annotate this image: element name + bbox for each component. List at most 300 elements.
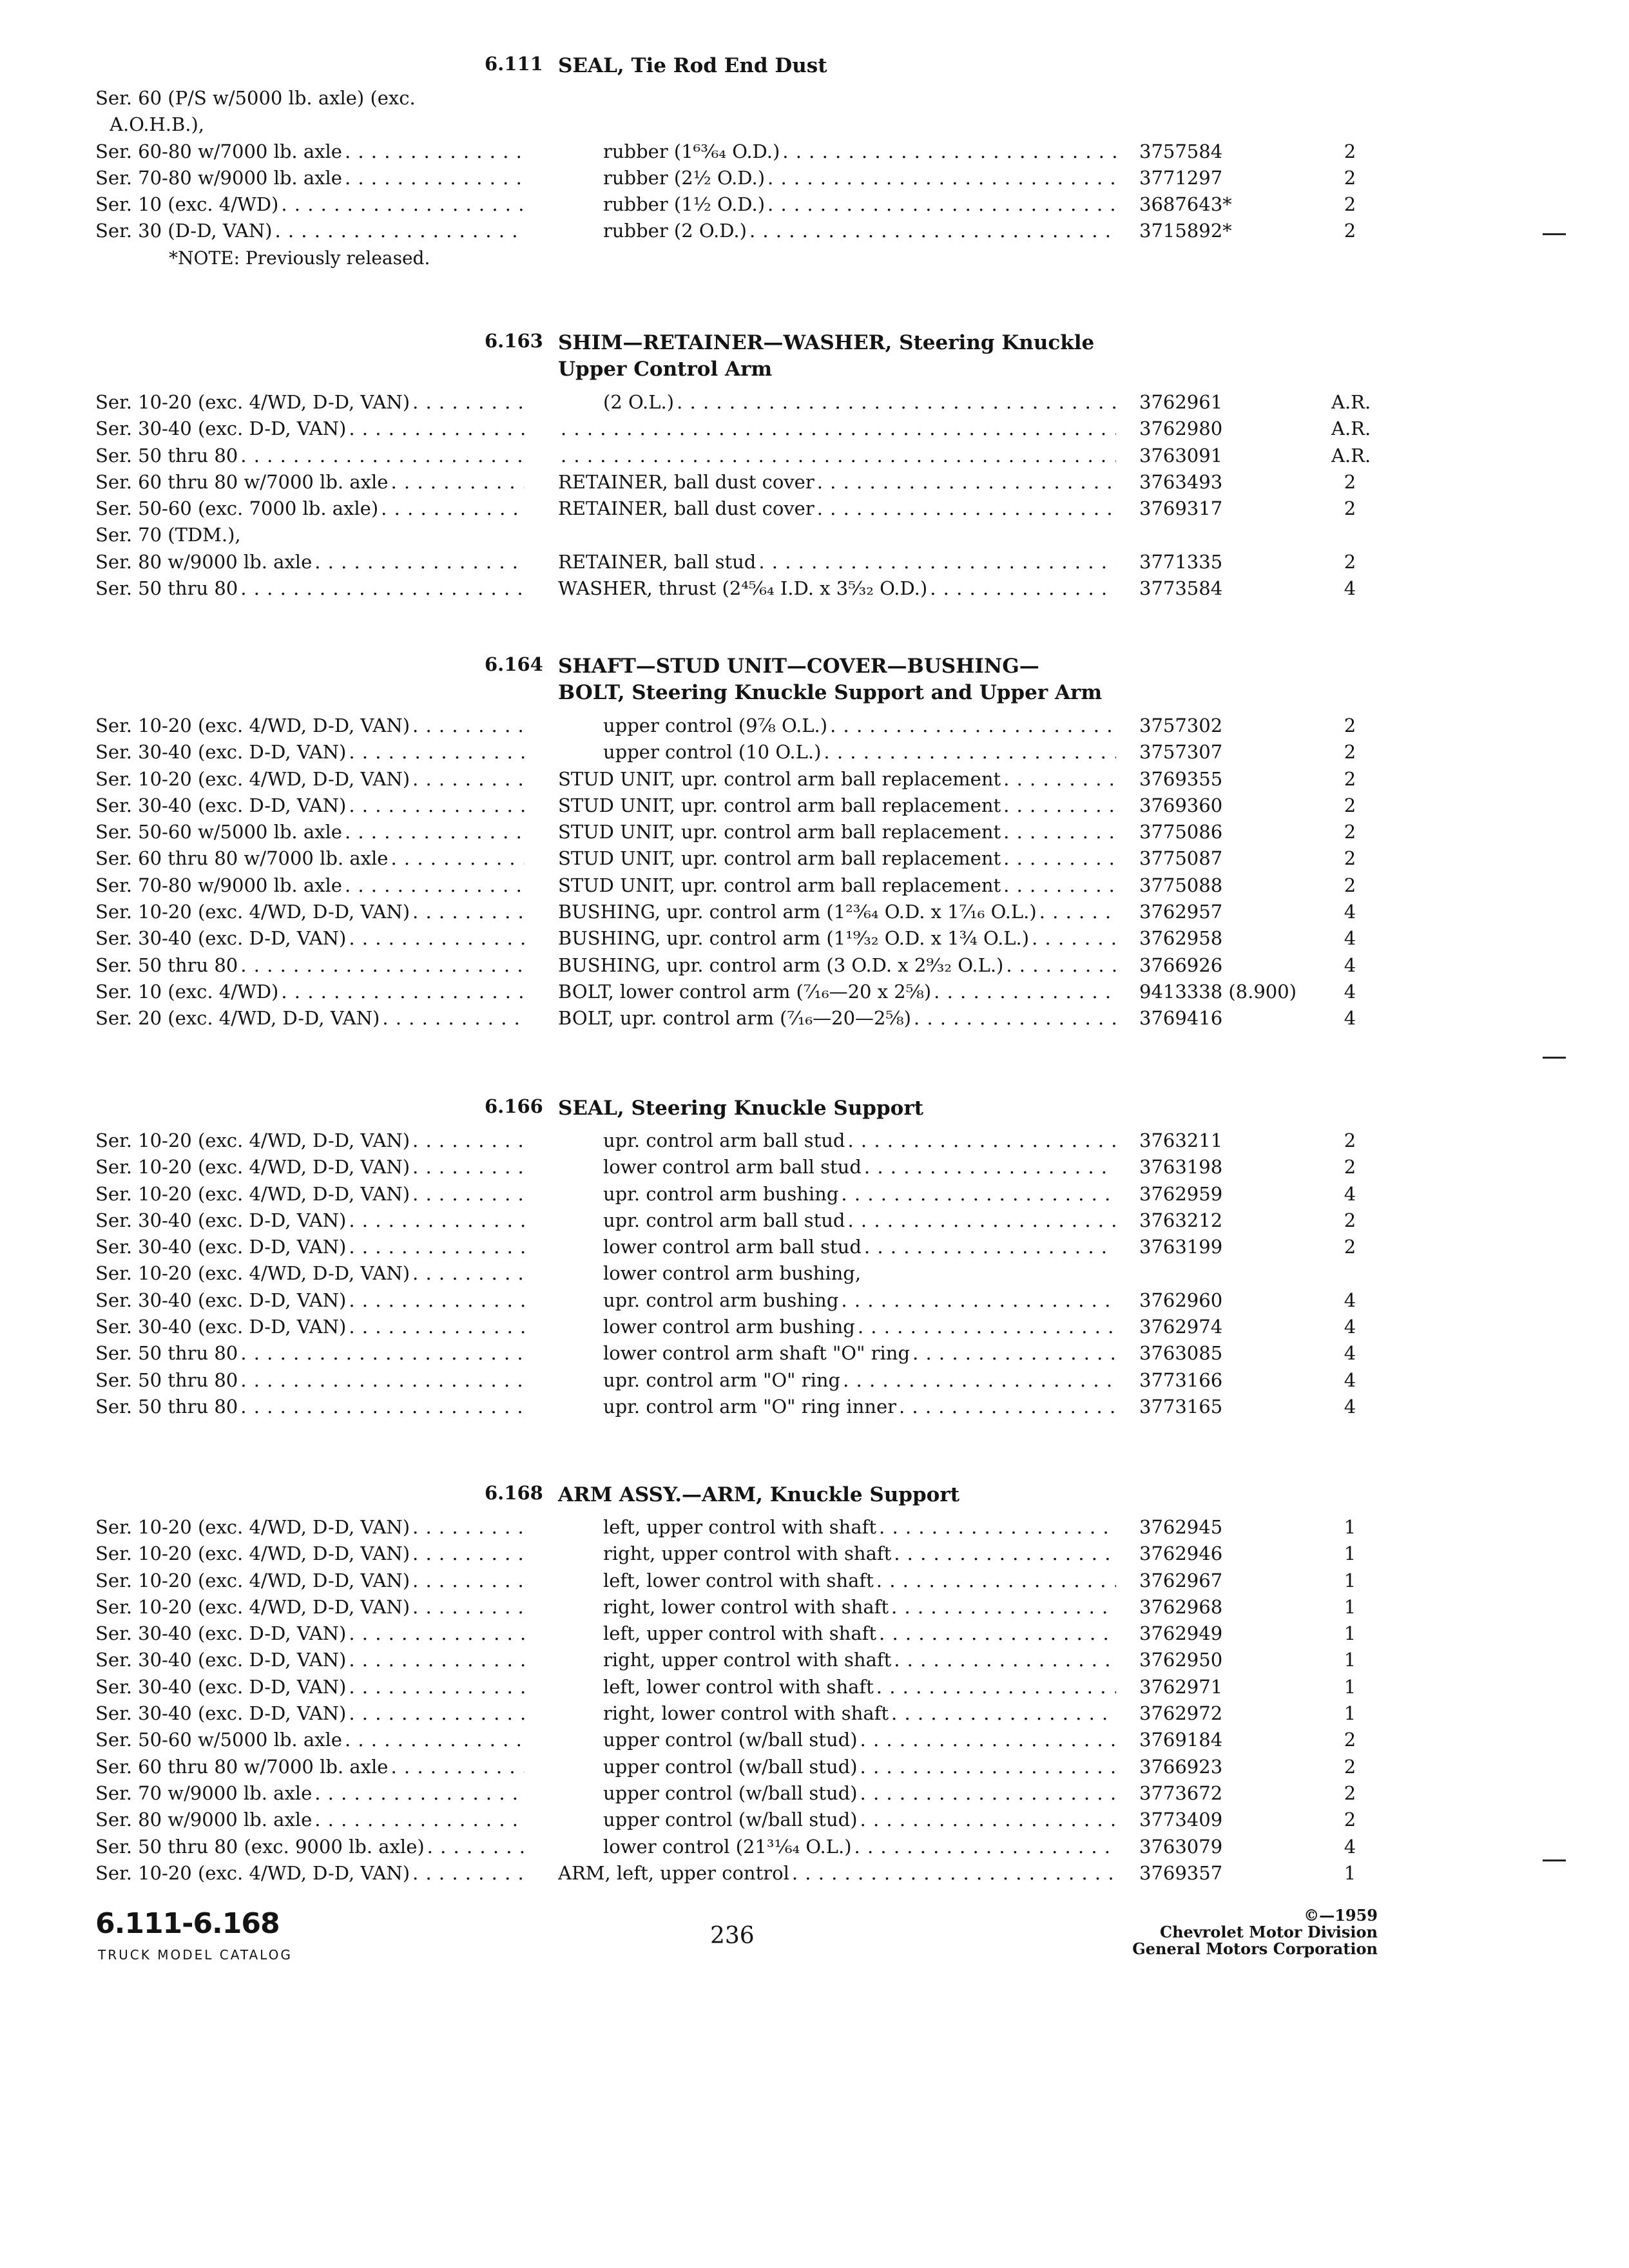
dot-leader bbox=[1003, 845, 1116, 872]
series-cell bbox=[95, 1860, 525, 1887]
series-cell bbox=[95, 443, 525, 469]
series-text: Ser. 50-60 w/5000 lb. axle bbox=[95, 1729, 342, 1751]
series-text: Ser. 10-20 (exc. 4/WD, D-D, VAN) bbox=[95, 1542, 410, 1565]
description-cell bbox=[558, 416, 1116, 442]
series-text: Ser. 10-20 (exc. 4/WD, D-D, VAN) bbox=[95, 1182, 410, 1205]
series-text: Ser. 60 thru 80 w/7000 lb. axle bbox=[95, 470, 389, 493]
series-cell bbox=[95, 1594, 525, 1620]
description-text: STUD UNIT, upr. control arm ball replacement bbox=[558, 794, 1001, 816]
parts-row bbox=[0, 165, 1629, 191]
parts-row bbox=[0, 713, 1629, 739]
description-cell bbox=[558, 793, 1116, 819]
part-number: 3763493 bbox=[1139, 470, 1223, 493]
quantity: 2 bbox=[1344, 1782, 1356, 1804]
part-number: 3769184 bbox=[1139, 1729, 1223, 1751]
dot-leader bbox=[349, 925, 525, 952]
description-text: WASHER, thrust (2⁴⁵⁄₆₄ I.D. x 3⁵⁄₃₂ O.D.) bbox=[558, 577, 928, 600]
series-text: Ser. 30-40 (exc. D-D, VAN) bbox=[95, 1289, 347, 1311]
parts-row bbox=[0, 443, 1629, 469]
dot-leader bbox=[240, 575, 525, 602]
description-cell bbox=[558, 575, 1116, 602]
series-text: Ser. 30-40 (exc. D-D, VAN) bbox=[95, 1316, 347, 1338]
dot-leader bbox=[1003, 819, 1116, 845]
series-text: Ser. 50-60 w/5000 lb. axle bbox=[95, 821, 342, 843]
quantity: A.R. bbox=[1331, 391, 1371, 413]
quantity: 2 bbox=[1344, 470, 1356, 493]
part-number: 3763085 bbox=[1139, 1342, 1223, 1365]
series-text: Ser. 30-40 (exc. D-D, VAN) bbox=[95, 1675, 347, 1698]
catalog-section bbox=[0, 1095, 1629, 1420]
description-cell bbox=[603, 1568, 1116, 1594]
catalog-name: TRUCK MODEL CATALOG bbox=[98, 1947, 293, 1963]
part-number: 3762961 bbox=[1139, 391, 1223, 413]
part-number: 3773166 bbox=[1139, 1369, 1223, 1391]
dot-leader bbox=[412, 1594, 525, 1620]
part-number: 3762945 bbox=[1139, 1516, 1223, 1538]
description-cell bbox=[558, 952, 1116, 979]
dot-leader bbox=[894, 1647, 1116, 1673]
parts-list bbox=[0, 713, 1629, 1032]
dot-leader bbox=[843, 1367, 1116, 1394]
part-number: 3762974 bbox=[1139, 1316, 1223, 1338]
quantity: 2 bbox=[1344, 220, 1356, 242]
dot-leader bbox=[240, 952, 525, 979]
description-cell bbox=[603, 1207, 1116, 1234]
page-footer bbox=[0, 1907, 1629, 1984]
description-cell bbox=[603, 1314, 1116, 1340]
description-text: right, upper control with shaft bbox=[603, 1649, 892, 1671]
description-cell bbox=[603, 1234, 1116, 1260]
series-text: Ser. 60-80 w/7000 lb. axle bbox=[95, 140, 342, 162]
dot-leader bbox=[858, 1314, 1116, 1340]
series-cell bbox=[95, 979, 525, 1005]
dot-leader bbox=[1039, 899, 1116, 925]
quantity: 4 bbox=[1344, 1289, 1356, 1311]
series-cell bbox=[95, 1541, 525, 1567]
parts-row bbox=[0, 1860, 1629, 1887]
description-cell bbox=[558, 469, 1116, 495]
corporation-name: General Motors Corporation bbox=[1132, 1939, 1378, 1958]
part-number: 3773165 bbox=[1139, 1395, 1223, 1418]
series-cell bbox=[95, 139, 525, 165]
series-cell bbox=[95, 575, 525, 602]
description-text: rubber (2½ O.D.) bbox=[603, 166, 766, 189]
series-text: Ser. 50 thru 80 bbox=[95, 577, 238, 600]
description-text: RETAINER, ball dust cover bbox=[558, 497, 815, 520]
description-cell bbox=[603, 1807, 1116, 1833]
dot-leader bbox=[912, 1340, 1116, 1367]
parts-row bbox=[0, 1005, 1629, 1032]
description-text: lower control arm bushing, bbox=[603, 1262, 862, 1285]
series-text: Ser. 30 (D-D, VAN) bbox=[95, 220, 273, 242]
description-text: right, lower control with shaft bbox=[603, 1595, 889, 1618]
dot-leader bbox=[854, 1834, 1116, 1860]
part-number: 3762950 bbox=[1139, 1649, 1223, 1671]
quantity: 2 bbox=[1344, 550, 1356, 573]
description-cell bbox=[603, 1260, 1116, 1287]
dot-leader bbox=[412, 1128, 525, 1154]
description-text: right, lower control with shaft bbox=[603, 1702, 889, 1725]
parts-row bbox=[0, 1700, 1629, 1727]
description-cell bbox=[603, 389, 1116, 416]
parts-list bbox=[0, 85, 1629, 271]
series-cell bbox=[95, 1207, 525, 1234]
part-number: 3762968 bbox=[1139, 1595, 1223, 1618]
parts-row bbox=[0, 1594, 1629, 1620]
quantity: 2 bbox=[1344, 767, 1356, 790]
series-text: Ser. 10-20 (exc. 4/WD, D-D, VAN) bbox=[95, 1262, 410, 1285]
section-title bbox=[558, 53, 827, 79]
series-text: Ser. 60 (P/S w/5000 lb. axle) (exc. bbox=[95, 87, 416, 109]
part-number: 3715892* bbox=[1139, 220, 1232, 242]
series-cell bbox=[95, 1700, 525, 1727]
dot-leader bbox=[767, 191, 1116, 218]
section-number: 6.166 bbox=[485, 1095, 543, 1117]
description-cell bbox=[603, 1834, 1116, 1860]
dot-leader bbox=[349, 1620, 525, 1647]
series-text: Ser. 10-20 (exc. 4/WD, D-D, VAN) bbox=[95, 1516, 410, 1538]
description-text: upr. control arm bushing bbox=[603, 1289, 839, 1311]
dot-leader bbox=[390, 469, 525, 495]
series-cell bbox=[95, 925, 525, 952]
parts-row bbox=[0, 575, 1629, 602]
description-text: ARM, left, upper control bbox=[558, 1861, 789, 1884]
dot-leader bbox=[876, 1674, 1116, 1700]
dot-leader bbox=[1032, 925, 1116, 952]
dot-leader bbox=[281, 979, 525, 1005]
series-text: Ser. 50 thru 80 bbox=[95, 1369, 238, 1391]
series-text: Ser. 10-20 (exc. 4/WD, D-D, VAN) bbox=[95, 767, 410, 790]
part-number: 3762959 bbox=[1139, 1182, 1223, 1205]
series-text: Ser. 80 w/9000 lb. axle bbox=[95, 1809, 313, 1831]
parts-row bbox=[0, 1674, 1629, 1700]
quantity: 2 bbox=[1344, 847, 1356, 870]
series-text: Ser. 70-80 w/9000 lb. axle bbox=[95, 166, 342, 189]
series-cell bbox=[95, 1780, 525, 1807]
series-cell bbox=[95, 1754, 525, 1780]
dot-leader bbox=[792, 1860, 1116, 1887]
parts-row bbox=[0, 1181, 1629, 1207]
quantity: 2 bbox=[1344, 166, 1356, 189]
parts-row bbox=[0, 1834, 1629, 1860]
series-cell bbox=[95, 1367, 525, 1394]
description-text: STUD UNIT, upr. control arm ball replacement bbox=[558, 767, 1001, 790]
series-text: Ser. 30-40 (exc. D-D, VAN) bbox=[95, 1236, 347, 1258]
section-title-line: SHIM—RETAINER—WASHER, Steering Knuckle bbox=[558, 331, 1095, 354]
section-title-line: SEAL, Tie Rod End Dust bbox=[558, 54, 827, 77]
description-cell bbox=[603, 1287, 1116, 1314]
series-text: Ser. 30-40 (exc. D-D, VAN) bbox=[95, 1702, 347, 1725]
description-text: BUSHING, upr. control arm (3 O.D. x 2⁹⁄₃₂ O.L.) bbox=[558, 954, 1004, 976]
description-cell bbox=[603, 1594, 1116, 1620]
dot-leader bbox=[860, 1780, 1116, 1807]
section-title-line: SEAL, Steering Knuckle Support bbox=[558, 1097, 923, 1120]
parts-list bbox=[0, 1514, 1629, 1887]
part-number: 3763211 bbox=[1139, 1129, 1223, 1151]
series-cell bbox=[95, 766, 525, 793]
dot-leader bbox=[824, 739, 1116, 765]
part-number: 3687643* bbox=[1139, 193, 1232, 216]
parts-row bbox=[0, 1367, 1629, 1394]
description-text: left, lower control with shaft bbox=[603, 1675, 874, 1698]
parts-row bbox=[0, 1314, 1629, 1340]
dot-leader bbox=[767, 165, 1116, 191]
parts-row bbox=[0, 469, 1629, 495]
parts-row bbox=[0, 899, 1629, 925]
series-text: Ser. 10-20 (exc. 4/WD, D-D, VAN) bbox=[95, 391, 410, 413]
parts-row bbox=[0, 191, 1629, 218]
quantity: 2 bbox=[1344, 1129, 1356, 1151]
series-cell bbox=[95, 1647, 525, 1673]
description-text: RETAINER, ball dust cover bbox=[558, 470, 815, 493]
dot-leader bbox=[830, 713, 1116, 739]
series-cell bbox=[95, 1394, 525, 1420]
description-text: left, upper control with shaft bbox=[603, 1622, 877, 1645]
series-cell bbox=[110, 111, 539, 138]
description-cell bbox=[603, 1340, 1116, 1367]
description-cell bbox=[603, 1620, 1116, 1647]
series-text: Ser. 30-40 (exc. D-D, VAN) bbox=[95, 927, 347, 950]
quantity: 4 bbox=[1344, 577, 1356, 600]
quantity: 2 bbox=[1344, 1729, 1356, 1751]
dot-leader bbox=[349, 416, 525, 442]
quantity: 2 bbox=[1344, 497, 1356, 520]
series-text: Ser. 70 (TDM.), bbox=[95, 524, 241, 546]
series-cell bbox=[95, 952, 525, 979]
quantity: 1 bbox=[1344, 1675, 1356, 1698]
series-cell bbox=[95, 165, 525, 191]
parts-row bbox=[0, 1727, 1629, 1753]
description-text: upr. control arm "O" ring inner bbox=[603, 1395, 896, 1418]
division-name: Chevrolet Motor Division bbox=[1160, 1923, 1378, 1941]
series-cell bbox=[95, 819, 525, 845]
description-text: upr. control arm bushing bbox=[603, 1182, 839, 1205]
series-text: Ser. 10-20 (exc. 4/WD, D-D, VAN) bbox=[95, 1861, 410, 1884]
description-cell bbox=[603, 739, 1116, 765]
quantity: 2 bbox=[1344, 741, 1356, 764]
series-text: Ser. 30-40 (exc. D-D, VAN) bbox=[95, 418, 347, 440]
description-cell bbox=[603, 218, 1116, 244]
series-cell bbox=[95, 1181, 525, 1207]
series-text: Ser. 10-20 (exc. 4/WD, D-D, VAN) bbox=[95, 1129, 410, 1151]
dot-leader bbox=[1006, 952, 1116, 979]
part-number: 3763079 bbox=[1139, 1835, 1223, 1858]
series-text: Ser. 10 (exc. 4/WD) bbox=[95, 980, 279, 1003]
description-cell bbox=[603, 139, 1116, 165]
dot-leader bbox=[817, 495, 1116, 522]
series-cell bbox=[95, 85, 525, 111]
part-number: 3762957 bbox=[1139, 901, 1223, 923]
quantity: 1 bbox=[1344, 1861, 1356, 1884]
series-cell bbox=[95, 1234, 525, 1260]
quantity: 1 bbox=[1344, 1649, 1356, 1671]
description-cell bbox=[558, 925, 1116, 952]
dot-leader bbox=[891, 1700, 1116, 1727]
series-text: Ser. 80 w/9000 lb. axle bbox=[95, 550, 313, 573]
parts-row bbox=[0, 1780, 1629, 1807]
description-cell bbox=[558, 443, 1116, 469]
part-number: 3762946 bbox=[1139, 1542, 1223, 1565]
series-cell bbox=[95, 845, 525, 872]
series-cell bbox=[95, 469, 525, 495]
series-cell bbox=[95, 522, 525, 548]
description-cell bbox=[603, 191, 1116, 218]
dot-leader bbox=[412, 1541, 525, 1567]
description-text: BUSHING, upr. control arm (1¹⁹⁄₃₂ O.D. x 1¾ O.L.) bbox=[558, 927, 1030, 950]
quantity: 2 bbox=[1344, 1755, 1356, 1778]
catalog-section bbox=[0, 330, 1629, 602]
parts-row bbox=[0, 1394, 1629, 1420]
quantity: 4 bbox=[1344, 980, 1356, 1003]
dot-leader bbox=[345, 819, 525, 845]
part-number: 3775087 bbox=[1139, 847, 1223, 870]
part-number: 3762958 bbox=[1139, 927, 1223, 950]
quantity: 1 bbox=[1344, 1595, 1356, 1618]
series-cell bbox=[95, 1005, 525, 1032]
description-cell bbox=[603, 1181, 1116, 1207]
part-number: 3769355 bbox=[1139, 767, 1223, 790]
description-cell bbox=[603, 1780, 1116, 1807]
parts-row bbox=[0, 495, 1629, 522]
part-number: 3763091 bbox=[1139, 444, 1223, 466]
dot-leader bbox=[749, 218, 1116, 244]
dot-leader bbox=[891, 1594, 1116, 1620]
series-cell bbox=[95, 713, 525, 739]
quantity: 2 bbox=[1344, 794, 1356, 816]
dot-leader bbox=[412, 389, 525, 416]
dot-leader bbox=[879, 1620, 1116, 1647]
description-text: BUSHING, upr. control arm (1²³⁄₆₄ O.D. x 1⁷⁄₁₆ O.L.) bbox=[558, 901, 1037, 923]
description-text: upper control (w/ball stud) bbox=[603, 1809, 858, 1831]
description-text: BOLT, lower control arm (⁷⁄₁₆—20 x 2⅝) bbox=[558, 980, 932, 1003]
part-number: 3762971 bbox=[1139, 1675, 1223, 1698]
part-number: 3769360 bbox=[1139, 794, 1223, 816]
section-title-line: BOLT, Steering Knuckle Support and Upper Arm bbox=[558, 681, 1103, 704]
parts-row bbox=[0, 1154, 1629, 1180]
description-text: upper control (w/ball stud) bbox=[603, 1755, 858, 1778]
section-title-line: Upper Control Arm bbox=[558, 358, 773, 381]
dot-leader bbox=[899, 1394, 1116, 1420]
description-text: STUD UNIT, upr. control arm ball replacement bbox=[558, 874, 1001, 896]
dot-leader bbox=[914, 1005, 1116, 1032]
parts-row bbox=[0, 1207, 1629, 1234]
parts-row bbox=[0, 1754, 1629, 1780]
description-cell bbox=[603, 165, 1116, 191]
dot-leader bbox=[847, 1207, 1116, 1234]
description-cell bbox=[603, 1727, 1116, 1753]
dot-leader bbox=[847, 1128, 1116, 1154]
series-cell bbox=[95, 739, 525, 765]
parts-row bbox=[0, 139, 1629, 165]
part-number: 3771335 bbox=[1139, 550, 1223, 573]
parts-list bbox=[0, 389, 1629, 602]
dot-leader bbox=[860, 1807, 1116, 1833]
description-cell bbox=[603, 1700, 1116, 1727]
description-text: lower control arm bushing bbox=[603, 1316, 855, 1338]
description-text: upper control (w/ball stud) bbox=[603, 1782, 858, 1804]
series-text: Ser. 10-20 (exc. 4/WD, D-D, VAN) bbox=[95, 1569, 410, 1591]
series-text: Ser. 10-20 (exc. 4/WD, D-D, VAN) bbox=[95, 901, 410, 923]
dot-leader bbox=[864, 1154, 1116, 1180]
quantity: 4 bbox=[1344, 901, 1356, 923]
quantity: 4 bbox=[1344, 1369, 1356, 1391]
dot-leader bbox=[240, 1367, 525, 1394]
description-text: upr. control arm ball stud bbox=[603, 1129, 845, 1151]
description-text: lower control arm ball stud bbox=[603, 1156, 862, 1178]
description-cell bbox=[603, 1754, 1116, 1780]
dot-leader bbox=[934, 979, 1116, 1005]
dot-leader bbox=[349, 1700, 525, 1727]
parts-row bbox=[0, 1340, 1629, 1367]
part-number: 3763199 bbox=[1139, 1236, 1223, 1258]
quantity: 2 bbox=[1344, 715, 1356, 736]
quantity: 2 bbox=[1344, 1236, 1356, 1258]
dot-leader bbox=[758, 549, 1116, 575]
series-text: Ser. 60 thru 80 w/7000 lb. axle bbox=[95, 847, 389, 870]
series-text: Ser. 50 thru 80 bbox=[95, 444, 238, 466]
parts-row bbox=[0, 1541, 1629, 1567]
parts-row bbox=[0, 1568, 1629, 1594]
dot-leader bbox=[860, 1754, 1116, 1780]
parts-row bbox=[0, 85, 1629, 111]
series-text: Ser. 60 thru 80 w/7000 lb. axle bbox=[95, 1755, 389, 1778]
description-cell bbox=[603, 1647, 1116, 1673]
dot-leader bbox=[275, 218, 525, 244]
series-text: Ser. 50 thru 80 (exc. 9000 lb. axle) bbox=[95, 1835, 425, 1858]
quantity: 2 bbox=[1344, 1156, 1356, 1178]
dot-leader bbox=[1003, 872, 1116, 899]
parts-row bbox=[0, 549, 1629, 575]
description-cell bbox=[558, 1860, 1116, 1887]
dot-leader bbox=[240, 1340, 525, 1367]
description-cell bbox=[558, 819, 1116, 845]
series-cell bbox=[95, 1340, 525, 1367]
section-number: 6.168 bbox=[485, 1482, 543, 1504]
quantity: 2 bbox=[1344, 874, 1356, 896]
quantity: 1 bbox=[1344, 1516, 1356, 1538]
series-text: Ser. 50 thru 80 bbox=[95, 1342, 238, 1365]
parts-row bbox=[0, 819, 1629, 845]
quantity: 1 bbox=[1344, 1622, 1356, 1645]
section-range: 6.111-6.168 bbox=[95, 1907, 280, 1940]
dot-leader bbox=[817, 469, 1116, 495]
description-cell bbox=[603, 1674, 1116, 1700]
dot-leader bbox=[390, 845, 525, 872]
dot-leader bbox=[876, 1568, 1116, 1594]
quantity: 1 bbox=[1344, 1569, 1356, 1591]
quantity: 1 bbox=[1344, 1542, 1356, 1565]
section-heading bbox=[0, 653, 1629, 706]
dot-leader bbox=[561, 416, 1116, 442]
series-cell bbox=[95, 191, 525, 218]
dot-leader bbox=[390, 1754, 525, 1780]
dot-leader bbox=[894, 1541, 1116, 1567]
description-text: (2 O.L.) bbox=[603, 391, 675, 413]
series-text: Ser. 10 (exc. 4/WD) bbox=[95, 193, 279, 216]
dot-leader bbox=[412, 1568, 525, 1594]
margin-mark bbox=[1543, 1057, 1566, 1059]
quantity: 4 bbox=[1344, 1316, 1356, 1338]
section-heading bbox=[0, 53, 1629, 79]
part-number: 3769317 bbox=[1139, 497, 1223, 520]
section-number: 6.164 bbox=[485, 653, 543, 675]
parts-row bbox=[0, 979, 1629, 1005]
dot-leader bbox=[412, 1860, 525, 1887]
description-text: upper control (w/ball stud) bbox=[603, 1729, 858, 1751]
part-number: 3763198 bbox=[1139, 1156, 1223, 1178]
description-text: lower control arm shaft "O" ring bbox=[603, 1342, 911, 1365]
dot-leader bbox=[345, 165, 525, 191]
